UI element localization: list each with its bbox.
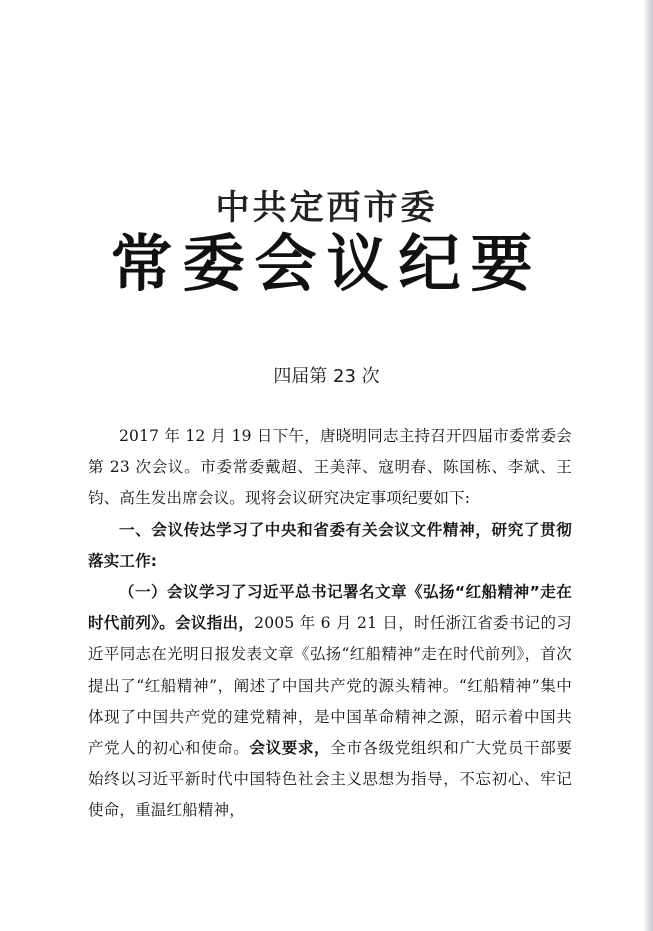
item-one-requirement-label: 会议要求，: [249, 739, 331, 758]
session-number: 四届第 23 次: [273, 366, 380, 387]
item-one-paragraph: [88, 577, 572, 827]
doc-title: 常委会议纪要: [110, 227, 543, 300]
item-one-lead: （一）会议学习了习近平总书记署名文章《弘扬“红船精神”走在时代前列》。会议指出，: [88, 583, 572, 633]
page-edge-shadow: [643, 0, 653, 931]
intro-paragraph: 2017 年 12 月 19 日下午，唐晓明同志主持召开四届市委常委会第 23 次会议。市委常委戴超、王美萍、寇明春、陈国栋、李斌、王钧、高生发出席会议。现将会议研究决定事项纪要如下:: [88, 427, 572, 508]
item-one-body: 2005 年 6 月 21 日，时任浙江省委书记的习近平同志在光明日报发表文章《弘扬“红船精神”走在时代前列》，首次提出了“红船精神”，阐述了中国共产党的源头精神。“红船精神”集中体现了中国共产党的建党精神，是中国革命精神之源，昭示着中国共产党人的初心和使命。: [88, 614, 572, 758]
section-one-heading: 一、会议传达学习了中央和省委有关会议文件精神，研究了贯彻落实工作:: [88, 520, 572, 570]
item-one-requirement-body: 全市各级党组织和广大党员干部要始终以习近平新时代中国特色社会主义思想为指导，不忘初心、牢记使命，重温红船精神，: [88, 739, 572, 820]
body-text: [88, 421, 572, 827]
org-line: 中共定西市委: [215, 188, 438, 228]
